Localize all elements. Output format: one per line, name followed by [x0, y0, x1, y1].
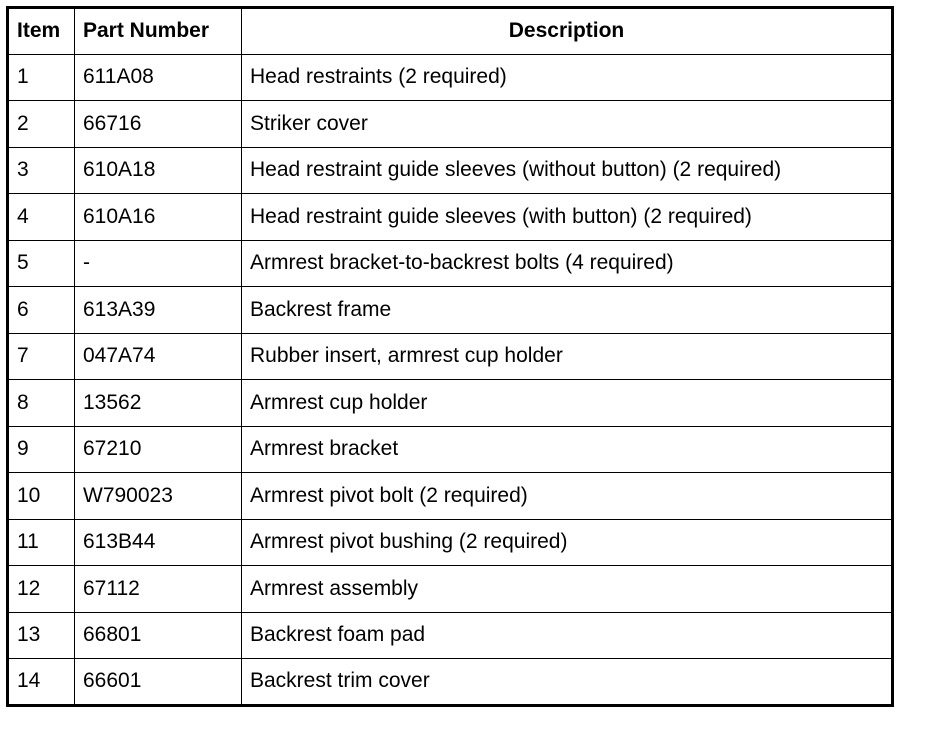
table-row — [8, 147, 893, 194]
cell-description: Armrest bracket-to-backrest bolts (4 required) — [242, 240, 893, 287]
cell-item: 10 — [8, 473, 75, 520]
table-body — [8, 54, 893, 705]
cell-item: 1 — [8, 54, 75, 101]
cell-part-number: 613B44 — [75, 519, 242, 566]
cell-item: 7 — [8, 333, 75, 380]
cell-item: 9 — [8, 426, 75, 473]
cell-item: 4 — [8, 194, 75, 241]
table-row — [8, 194, 893, 241]
cell-item: 3 — [8, 147, 75, 194]
cell-item: 5 — [8, 240, 75, 287]
table-row — [8, 473, 893, 520]
cell-part-number: 047A74 — [75, 333, 242, 380]
table-row — [8, 287, 893, 334]
header-item: Item — [8, 8, 75, 55]
table-row — [8, 333, 893, 380]
cell-item: 13 — [8, 612, 75, 659]
cell-part-number: 66716 — [75, 101, 242, 148]
cell-description: Head restraints (2 required) — [242, 54, 893, 101]
cell-part-number: 67112 — [75, 566, 242, 613]
table-row — [8, 240, 893, 287]
cell-description: Rubber insert, armrest cup holder — [242, 333, 893, 380]
cell-part-number: 66601 — [75, 659, 242, 706]
cell-part-number: 610A16 — [75, 194, 242, 241]
table-row — [8, 426, 893, 473]
cell-part-number: 613A39 — [75, 287, 242, 334]
cell-part-number: W790023 — [75, 473, 242, 520]
cell-description: Striker cover — [242, 101, 893, 148]
header-description: Description — [242, 8, 893, 55]
cell-part-number: - — [75, 240, 242, 287]
table-row — [8, 101, 893, 148]
cell-part-number: 67210 — [75, 426, 242, 473]
table-row — [8, 380, 893, 427]
cell-description: Armrest pivot bushing (2 required) — [242, 519, 893, 566]
cell-description: Armrest pivot bolt (2 required) — [242, 473, 893, 520]
cell-item: 6 — [8, 287, 75, 334]
table-row — [8, 659, 893, 706]
table-row — [8, 566, 893, 613]
cell-item: 14 — [8, 659, 75, 706]
cell-description: Backrest foam pad — [242, 612, 893, 659]
cell-item: 8 — [8, 380, 75, 427]
header-row — [8, 8, 893, 55]
cell-description: Armrest cup holder — [242, 380, 893, 427]
cell-description: Armrest assembly — [242, 566, 893, 613]
cell-description: Head restraint guide sleeves (without button) (2 required) — [242, 147, 893, 194]
cell-item: 11 — [8, 519, 75, 566]
cell-description: Head restraint guide sleeves (with button) (2 required) — [242, 194, 893, 241]
table-header — [8, 8, 893, 55]
cell-description: Backrest trim cover — [242, 659, 893, 706]
header-part-number: Part Number — [75, 8, 242, 55]
cell-item: 2 — [8, 101, 75, 148]
cell-item: 12 — [8, 566, 75, 613]
cell-description: Armrest bracket — [242, 426, 893, 473]
cell-part-number: 66801 — [75, 612, 242, 659]
table-row — [8, 519, 893, 566]
cell-part-number: 610A18 — [75, 147, 242, 194]
cell-part-number: 611A08 — [75, 54, 242, 101]
table-row — [8, 612, 893, 659]
table-row — [8, 54, 893, 101]
parts-table — [6, 6, 894, 707]
cell-description: Backrest frame — [242, 287, 893, 334]
cell-part-number: 13562 — [75, 380, 242, 427]
